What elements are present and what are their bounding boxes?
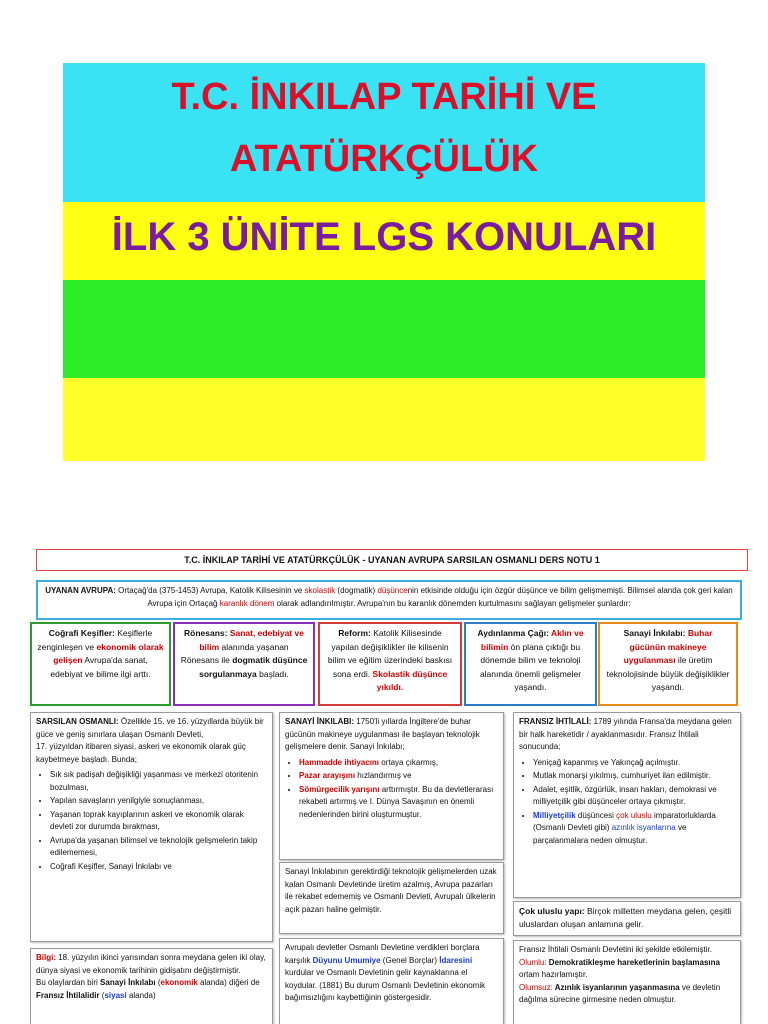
duyun-bl1: Düyunu Umumiye xyxy=(312,955,381,965)
fransiz-m-t2: imparatorluklarda (Osmanlı Devleti gibi) xyxy=(533,810,716,832)
cok-uluslu-t1: Birçok milletten meydana gelen, çeşitli uluslardan oluşan anlamına gelir. xyxy=(519,906,732,929)
bilgi-b2: Fransız İhtilalidir xyxy=(36,990,100,1000)
list-item: • Adalet, eşitlik, özgürlük, insan hakları, demokrasi ve milliyetçilik gibi düşünceler ortaya çıkmıştır. xyxy=(533,784,735,809)
fransiz-m-t1: düşüncesi xyxy=(575,810,617,820)
sarsilan-label: SARSILAN OSMANLI: xyxy=(36,717,119,726)
sarsilan-list xyxy=(36,769,267,873)
sanayi-i1-t: ortaya çıkarmış, xyxy=(379,757,439,767)
topic-text: ön plana çıktığı bu dönemde bilim ve teknoloji alanında önemli gelişmeler yaşandı. xyxy=(479,641,582,692)
duyun-t3: kurdular ve Osmanlı Devletinin gelir kaynaklarına el koydular. (1881) Bu durum Osmanlı Devletinin ekonomik bağımsızlığını kaybettiğinin göstergesidir. xyxy=(285,968,486,1002)
cok-uluslu-text xyxy=(519,905,735,930)
bilgi-t3: ( xyxy=(155,978,161,987)
fransiz-ihtilali-box xyxy=(513,712,741,898)
cover-banner xyxy=(63,63,705,461)
etki-olumlu xyxy=(519,957,735,982)
sarsilan-text2: 17. yüzyıldan itibaren siyasi, askeri ve ekonomik olarak güç kaybetmeye başladı. Bunda; xyxy=(36,742,246,764)
intro-text: Ortaçağ'da (375-1453) Avrupa, Katolik Kilisesinin ve xyxy=(115,586,305,595)
fransiz-etki-box xyxy=(513,940,741,1024)
fransiz-m-r: çok uluslu xyxy=(616,810,652,820)
list-item: • Avrupa'da yaşanan bilimsel ve teknolojik gelişmelerin takip edilememesi, xyxy=(50,835,267,860)
sanayi-i3-t: arttırmıştır. Bu da devletlerarası rekabeti artırmış ve I. Dünya Savaşının en önemli nedenlerinden birini oluşturmuştur. xyxy=(299,784,494,819)
topic-text: Keşiflerle zenginleşen ve xyxy=(37,628,153,652)
cover-title-line2: ATATÜRKÇÜLÜK xyxy=(229,138,539,180)
intro-text: nin etkisinde olduğu için özgür düşünce ve bilim gelişmemişti. Bilimsel alanda çok geri kalan Avrupa için Ortaçağ xyxy=(147,586,733,608)
bilgi-label: Bilgi: xyxy=(36,953,56,962)
topic-text: alanında yaşanan Rönesans ile xyxy=(180,641,289,665)
etki-olumsuz xyxy=(519,982,735,1007)
fransiz-m-bl: Milliyetçilik xyxy=(533,810,576,820)
bilgi-t5: ( xyxy=(99,990,105,1000)
sarsilan-intro xyxy=(36,716,267,741)
topic-text: Avrupa'da sanat, edebiyat ve bilime ilgi arttı. xyxy=(50,655,151,679)
bilgi-t2: Bu olaylardan biri xyxy=(36,978,101,987)
etki-olumsuz-label: Olumsuz: xyxy=(519,982,553,992)
topic-text: ile üretim teknolojisinde büyük değişiklikler yaşandı. xyxy=(606,655,730,692)
cok-uluslu-label: Çok uluslu yapı: xyxy=(519,906,585,916)
topic-aydinlanma xyxy=(464,622,597,706)
bilgi-box xyxy=(30,948,273,1024)
etki-os-b: Azınlık isyanlarının yaşanmasına xyxy=(552,982,680,992)
list-item xyxy=(533,810,735,848)
sanayi-i2-hl: Pazar arayışını xyxy=(299,771,356,780)
cover-band-green xyxy=(63,280,705,378)
note-title: T.C. İNKILAP TARİHİ VE ATATÜRKÇÜLÜK - UYANAN AVRUPA SARSILAN OSMANLI DERS NOTU 1 xyxy=(36,549,748,571)
bilgi-t4: alanda) diğeri de xyxy=(197,978,260,987)
sanayi-inkilabi-box xyxy=(279,712,504,860)
list-item: • Coğrafi Keşifler, Sanayi İnkılabı ve xyxy=(50,861,267,874)
topic-highlight: Aklın ve bilimin xyxy=(480,628,584,652)
sanayi-osmanli-box xyxy=(279,862,504,934)
etki-o-t: ortam hazırlamıştır. xyxy=(519,970,588,979)
topic-highlight: Skolastik düşünce yıkıldı. xyxy=(372,668,448,692)
list-item: • Yeniçağ kapanmış ve Yakınçağ açılmıştır. xyxy=(533,757,735,770)
bilgi-bl1: siyasi xyxy=(104,990,127,1000)
bilgi-text2 xyxy=(36,977,267,1002)
sanayi-text: 1750'li yıllarda İngiltere'de buhar gücünün makineye uygulanması ile başlayan teknolojik gelişmelere denir. Sanayi İnkılabı; xyxy=(285,717,480,751)
sanayi-intro xyxy=(285,716,498,754)
topic-text: Katolik Kilisesinde yapılan değişiklikler ile kilisenin bilim ve eğitim üzerindeki baskısı sona erdi. xyxy=(327,628,453,679)
list-item: • Yaşanan toprak kayıplarının askeri ve ekonomik olarak devleti zor durumda bırakması, xyxy=(50,809,267,834)
intro-box xyxy=(36,580,742,620)
etki-text: Fransız İhtilali Osmanlı Devletini iki şekilde etkilemiştir. xyxy=(519,945,712,954)
topic-cografi-kesifler xyxy=(30,622,171,706)
sanayi-label: SANAYİ İNKILABI: xyxy=(285,717,355,726)
sarsilan-osmanli-box xyxy=(30,712,273,942)
topic-label: Coğrafi Keşifler: xyxy=(48,628,115,638)
duyun-t2: (Genel Borçlar) xyxy=(380,955,440,965)
cok-uluslu-box xyxy=(513,901,741,936)
topic-highlight: ekonomik olarak gelişen xyxy=(53,641,164,665)
bilgi-t6: alanda) xyxy=(126,990,156,1000)
topic-highlight: Buhar gücünün makineye uygulanması xyxy=(623,628,713,665)
sarsilan-text: Özellikle 15. ve 16. yüzyıllarda büyük bir güce ve geniş sınırlara ulaşan Osmanlı Devleti, xyxy=(36,717,264,739)
topic-label: Rönesans: xyxy=(183,628,228,638)
list-item: • Sık sık padişah değişikliği yaşanması ve merkezi otoritenin bozulması, xyxy=(50,769,267,794)
sanayi-i3-hl: Sömürgecilik yarışını xyxy=(299,784,380,794)
intro-highlight: karanlık dönem xyxy=(219,598,275,608)
topic-label: Reform: xyxy=(338,628,371,638)
topic-highlight: Sanat, edebiyat ve bilim xyxy=(199,628,304,652)
bilgi-b1: Sanayi İnkılabı xyxy=(100,978,156,987)
duyun-bl2: İdaresini xyxy=(439,955,473,965)
cover-title-line1: T.C. İNKILAP TARİHİ VE xyxy=(171,76,597,118)
sanayi-i1-hl: Hammadde ihtiyacını xyxy=(299,757,380,767)
intro-highlight: skolastik xyxy=(304,586,336,595)
fransiz-m-t3: ve parçalanmalara neden olmuştur. xyxy=(533,823,687,845)
etki-os-t: ve devletin dağılma sürecine girmesine neden olmuştur. xyxy=(519,982,721,1004)
list-item xyxy=(299,757,498,770)
duyun-text xyxy=(285,942,498,1005)
fransiz-list xyxy=(519,757,735,848)
fransiz-m-bl2: azınlık isyanlarına xyxy=(611,823,676,832)
duyun-t1: Avrupalı devletler Osmanlı Devletine verdikleri borçlara karşılık xyxy=(285,943,480,965)
list-item: • Mutlak monarşi yıkılmış, cumhuriyet ilan edilmiştir. xyxy=(533,770,735,783)
intro-text: olarak adlandırılmıştır. Avrupa'nın bu karanlık dönemden kurtulmasını sağlayan gelişmeler şunlardır: xyxy=(274,598,631,608)
topic-text: başladı. xyxy=(256,668,289,679)
cover-subtitle: İLK 3 ÜNİTE LGS KONULARI xyxy=(111,215,657,259)
bilgi-r1: ekonomik xyxy=(160,978,198,987)
topic-label: Aydınlanma Çağı: xyxy=(477,628,549,638)
sanayi2-text: Sanayi İnkılabının gerektirdiği teknolojik gelişmelerden uzak kalan Osmanlı Devletinde üretim azalmış, Avrupa pazarları ile rekabet edememiş ve Osmanlı Devleti, Avrupalı ülkelerin açık pazarı haline gelmiştir. xyxy=(285,867,497,914)
etki-o-b: Demokratikleşme hareketlerinin başlamasına xyxy=(546,957,720,967)
fransiz-text: 1789 yılında Fransa'da meydana gelen bir halk hareketidir / ayaklanmasıdır. Fransız İhtilali sonucunda; xyxy=(519,717,732,751)
fransiz-intro xyxy=(519,716,735,754)
sanayi-list xyxy=(285,757,498,822)
topic-ronesans xyxy=(173,622,315,706)
intro-label: UYANAN AVRUPA: xyxy=(45,586,116,595)
duyun-box xyxy=(279,938,504,1024)
etki-olumlu-label: Olumlu: xyxy=(519,957,547,967)
list-item: • Yapılan savaşların yenilgiyle sonuçlanması, xyxy=(50,795,267,808)
sanayi-i2-t: hızlandırmış ve xyxy=(355,771,412,780)
cover-band-yellow-bottom xyxy=(63,378,705,461)
topic-bold: dogmatik düşünce sorgulanmaya xyxy=(199,655,308,679)
topic-sanayi-inkilabi xyxy=(598,622,738,706)
list-item xyxy=(299,784,498,822)
topic-label: Sanayi İnkılabı: xyxy=(623,628,686,638)
intro-text: (dogmatik) xyxy=(335,586,378,595)
fransiz-label: FRANSIZ İHTİLALİ: xyxy=(519,717,592,726)
topic-reform xyxy=(318,622,462,706)
bilgi-t1: 18. yüzyılın ikinci yarısından sonra meydana gelen iki olay, dünya siyasi ve ekonomik tarihinin gidişatını değiştirmiştir. xyxy=(36,953,266,975)
bilgi-text xyxy=(36,952,267,977)
list-item xyxy=(299,770,498,783)
intro-highlight: düşünce xyxy=(377,586,408,595)
